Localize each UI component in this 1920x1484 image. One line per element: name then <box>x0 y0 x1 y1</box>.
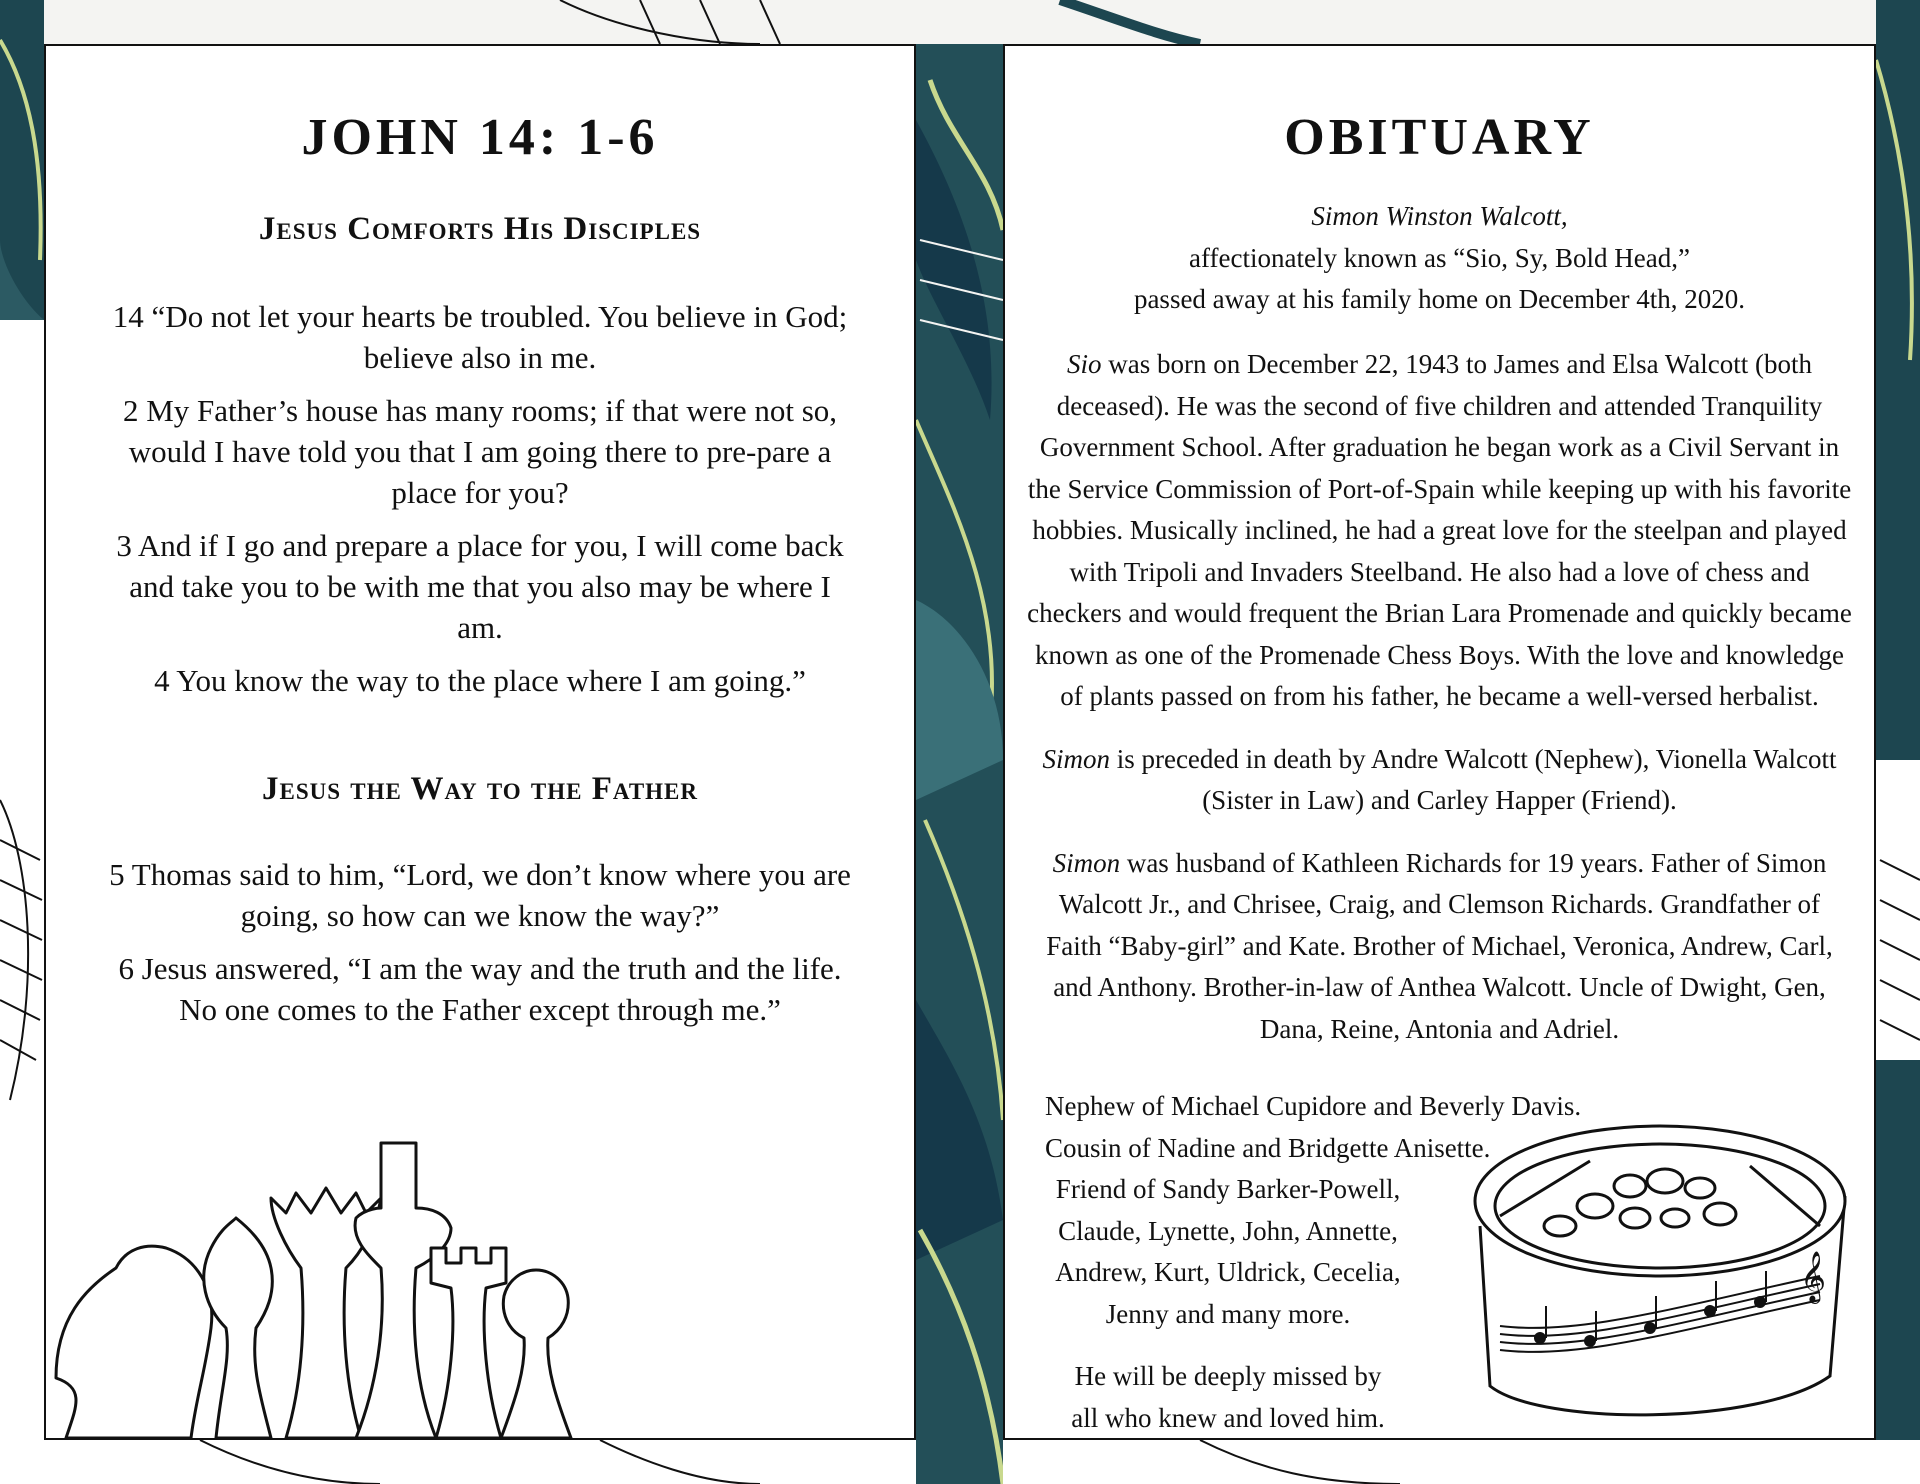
verses-group-1 <box>104 296 856 713</box>
bio-lead: Sio <box>1067 349 1102 379</box>
preceded-text: is preceded in death by Andre Walcott (Nephew), Vionella Walcott (Sister in Law) and Carley Happer (Friend). <box>1109 743 1837 815</box>
passing-line: passed away at his family home on December 4th, 2020. <box>1133 284 1746 314</box>
nickname-line: affectionately known as “Sio, Sy, Bold Head,” <box>1189 242 1690 273</box>
family-text: was husband of Kathleen Richards for 19 years. Father of Simon Walcott Jr., and Chrisee, Craig, and Clemson Richards. Grandfather of Faith “Baby-girl” and Kate. Brother of Michael, Veronica, Andrew, Carl, and Anthony. Brother-in-law of Anthea Walcott. Uncle of Dwight, Gen, Dana, Reine, Antonia and Adriel. <box>1046 847 1833 1044</box>
steelpan-illustration <box>1460 1106 1860 1436</box>
family-paragraph <box>1023 843 1856 1051</box>
svg-text:𝄞: 𝄞 <box>1800 1251 1827 1302</box>
verse-4: 4 You know the way to the place where I am going.” <box>154 663 806 698</box>
deceased-name: Simon Winston Walcott, <box>1311 201 1568 231</box>
closing-line: He will be deeply missed by all who knew and loved him. <box>1071 1361 1385 1433</box>
verse-2: 2 My Father’s house has many rooms; if that were not so, would I have told you that I am going there to pre-pare a place for you? <box>122 393 838 510</box>
obituary-title: OBITUARY <box>1284 109 1595 166</box>
section-heading-comforts: Jesus Comforts His Disciples <box>258 211 702 247</box>
friends-list <box>1023 1169 1433 1460</box>
verse-14: 14 “Do not let your hearts be troubled. You believe in God; believe also in me. <box>112 299 848 375</box>
friends-text: Friend of Sandy Barker-Powell, Claude, Lynette, John, Annette, Andrew, Kurt, Uldrick, Cecelia, Jenny and many more. <box>1055 1174 1401 1329</box>
verses-group-2 <box>104 854 856 1042</box>
scripture-title: JOHN 14: 1-6 <box>301 109 659 166</box>
verse-3: 3 And if I go and prepare a place for you, I will come back and take you to be with me that you also may be where I am. <box>116 528 844 645</box>
obituary-panel <box>1003 44 1876 1440</box>
verse-5: 5 Thomas said to him, “Lord, we don’t know where you are going, so how can we know the way?” <box>109 857 851 933</box>
bio-text: was born on December 22, 1943 to James and Elsa Walcott (both deceased). He was the second of five children and attended Tranquility Government School. After graduation he began work as a Civil Servant in the Service Commission of Port-of-Spain while keeping up with his favorite hobbies. Musically inclined, he had a great love for the steelpan and played with Tripoli and Invaders Steelband. He also had a love of chess and checkers and would frequent the Brian Lara Promenade and quickly became known as one of the Promenade Chess Boys. With the love and knowledge of plants passed on from his father, he became a well-versed herbalist. <box>1027 349 1852 711</box>
chess-pieces-illustration <box>46 1068 918 1438</box>
cousin-line: Cousin of Nadine and Bridgette Anisette. <box>1045 1132 1491 1163</box>
obituary-body <box>1023 344 1856 1050</box>
scripture-panel <box>44 44 916 1440</box>
section-heading-way: Jesus the Way to the Father <box>262 771 698 807</box>
preceded-lead: Simon <box>1042 743 1110 774</box>
preceded-paragraph <box>1023 739 1856 822</box>
family-lead: Simon <box>1052 847 1121 878</box>
nephew-line: Nephew of Michael Cupidore and Beverly Davis. <box>1045 1091 1582 1121</box>
obituary-intro <box>1023 196 1856 321</box>
bio-paragraph <box>1023 344 1856 718</box>
verse-6: 6 Jesus answered, “I am the way and the truth and the life. No one comes to the Father except through me.” <box>118 951 842 1027</box>
